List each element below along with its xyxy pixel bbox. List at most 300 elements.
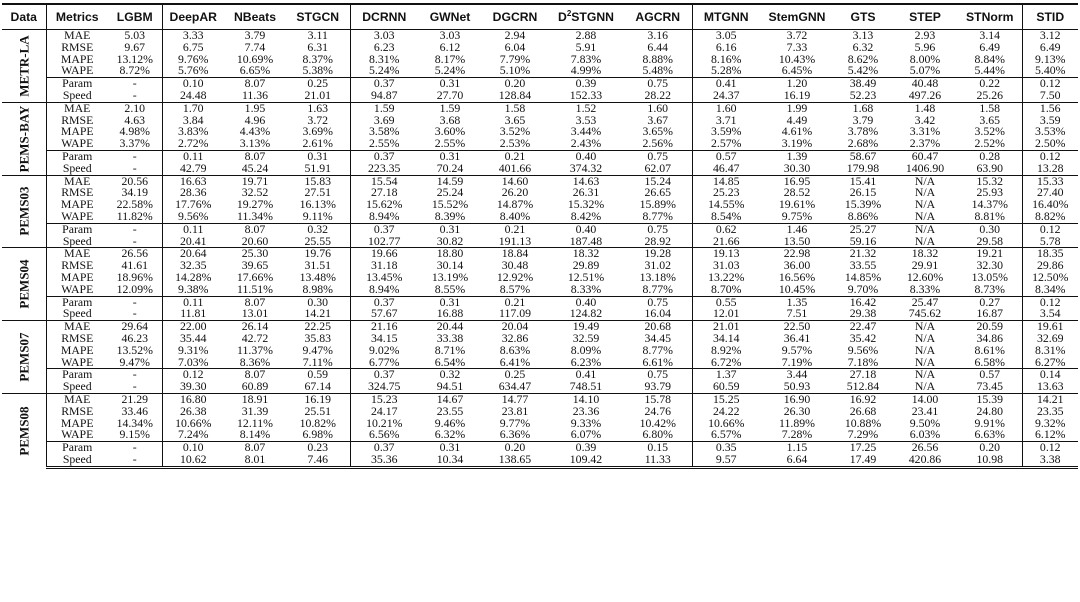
value-cell: 35.83 [286,333,350,345]
value-cell: 8.07 [224,78,286,90]
value-cell: 8.39% [434,208,466,223]
value-cell: 17.25 [834,442,892,454]
value-cell: 7.29% [847,427,879,442]
value-cell: 20.41 [179,233,207,248]
value-cell: 10.69% [236,51,274,66]
value-cell: 14.21 [1022,393,1078,405]
value-cell: 22.00 [162,321,224,333]
value-cell: 3.60% [434,124,466,139]
value-cell: 8.88% [624,54,692,66]
value-cell: 19.27% [236,197,274,212]
value-cell: 24.80 [958,406,1022,418]
value-cell: 5.07% [909,63,941,78]
value-cell: 6.12% [1035,427,1066,442]
value-cell: 16.90 [760,393,834,405]
value-cell: 1.58 [958,102,1022,114]
value-cell: 3.65 [504,112,526,127]
value-cell: 0.20 [958,442,1022,454]
value-cell: 8.40% [499,208,531,223]
value-cell: 1.37 [692,369,760,381]
value-cell: 3.12 [1039,28,1061,42]
value-cell: 25.93 [958,187,1022,199]
value-cell: 6.36% [499,427,531,442]
value-cell: 4.43% [239,124,271,139]
value-cell: 42.79 [179,160,207,175]
value-cell: 2.37% [909,136,941,151]
value-cell: 24.17 [370,403,398,418]
value-cell: 6.23% [570,354,602,369]
metric-label: MAE [46,321,108,333]
value-cell: 6.23 [373,39,395,54]
value-cell: 22.47 [834,321,892,333]
value-cell: 15.89% [624,199,692,211]
value-cell: 38.49 [834,78,892,90]
value-cell: 3.11 [286,30,350,42]
model-header-stgnn [548,4,624,30]
value-cell: 0.57 [692,150,760,162]
value-cell: 0.12 [1022,296,1078,308]
value-cell: 7.74 [244,39,266,54]
dataset-cell [2,102,46,175]
header-row [2,4,1078,30]
metric-label: Param [46,442,108,454]
value-cell: 62.07 [624,163,692,175]
value-cell: 35.44 [179,330,207,345]
metric-label: WAPE [61,63,94,78]
value-cell: 0.39 [548,442,624,454]
value-cell: 9.15% [108,429,162,441]
value-cell: 6.98% [286,429,350,441]
value-cell: 102.77 [368,233,401,248]
value-cell: 33.55 [849,258,877,273]
value-cell: 29.86 [1036,258,1064,273]
value-cell: 24.22 [712,403,740,418]
metric-label: Speed [62,306,92,321]
value-cell: 0.12 [1022,78,1078,90]
value-cell: 1.35 [760,296,834,308]
value-cell: 23.55 [436,403,464,418]
dataset-cell [2,248,46,321]
value-cell: 2.52% [958,138,1022,150]
value-cell: 7.03% [178,354,209,369]
value-cell: 2.56% [624,138,692,150]
value-cell: 3.68 [439,112,461,127]
value-cell: 152.33 [569,87,603,102]
value-cell: 20.64 [162,248,224,260]
value-cell: 8.55% [434,281,466,296]
value-cell: 32.86 [501,330,529,345]
value-cell: 8.70% [711,281,742,296]
value-cell: 1.59 [350,102,418,114]
value-cell: 1.60 [692,102,760,114]
value-cell: 0.30 [958,223,1022,235]
value-cell: 36.00 [783,258,811,273]
value-cell: 20.04 [482,321,548,333]
value-cell: 3.58% [369,124,400,139]
value-cell: 67.14 [286,381,350,393]
value-cell: 0.31 [418,442,482,454]
value-cell: 9.11% [286,211,350,223]
value-cell: 6.31 [286,42,350,54]
value-cell: 3.37% [108,138,162,150]
value-cell: 8.98% [286,284,350,296]
value-cell: 39.30 [179,379,207,394]
metric-label: MAE [46,248,108,260]
value-cell: 0.25 [286,78,350,90]
value-cell: 34.45 [624,333,692,345]
metric-label: MAPE [60,269,94,284]
metric-label: Param [46,296,108,308]
value-cell: 23.35 [1036,403,1064,418]
value-cell: 26.30 [783,403,811,418]
value-cell: 52.23 [849,87,877,102]
value-cell: N/A [914,354,936,369]
value-cell: 0.75 [624,78,692,90]
value-cell: 11.51% [237,281,273,296]
value-cell: 36.41 [783,330,811,345]
value-cell: 0.41 [548,369,624,381]
value-cell: 31.03 [712,258,740,273]
value-cell: 29.91 [911,258,939,273]
value-cell: 6.27% [1035,354,1066,369]
metric-label: MAE [46,175,108,187]
value-cell: 3.44% [570,124,602,139]
value-cell: 22.98 [760,248,834,260]
value-cell: 13.01 [241,306,269,321]
metric-label: Param [46,223,108,235]
value-cell: 58.67 [834,150,892,162]
value-cell: 8.77% [624,284,692,296]
value-cell: 21.01 [286,90,350,102]
value-cell: 32.69 [1036,330,1064,345]
value-cell: 8.07 [224,296,286,308]
value-cell: 1.63 [286,102,350,114]
value-cell: 3.79 [244,28,266,42]
value-cell: 27.70 [436,87,464,102]
value-cell: 0.25 [482,369,548,381]
value-cell: 324.75 [368,379,401,394]
value-cell: 3.52% [958,126,1022,138]
dataset-cell [2,393,46,467]
value-cell: 6.32 [852,39,874,54]
value-cell: 6.44 [624,42,692,54]
value-cell: 27.51 [286,187,350,199]
value-cell: 8.57% [499,281,531,296]
value-cell: 3.72 [286,115,350,127]
value-cell: 0.31 [418,223,482,235]
value-cell: 2.43% [570,136,602,151]
value-cell: 5.48% [624,65,692,77]
value-cell: 3.52% [499,124,531,139]
value-cell: 8.61% [958,345,1022,357]
value-cell: 35.42 [849,330,877,345]
value-cell: 8.07 [224,223,286,235]
value-cell: 109.42 [548,454,624,467]
value-cell: 25.23 [712,185,740,200]
value-cell: 19.61 [1022,321,1078,333]
value-cell: N/A [914,342,936,357]
value-cell: 9.76% [178,51,209,66]
value-cell: 16.42 [834,296,892,308]
value-cell: 25.30 [224,248,286,260]
value-cell: 8.33% [570,281,602,296]
value-cell: 34.19 [108,187,162,199]
value-cell: 18.84 [482,248,548,260]
value-cell: 14.21 [286,308,350,320]
value-cell: 3.69 [373,112,395,127]
value-cell: 4.63 [108,115,162,127]
value-cell: 14.60 [482,175,548,187]
value-cell: 9.77% [499,415,531,430]
value-cell: 3.13 [852,28,874,42]
value-cell: 26.56 [108,248,162,260]
value-cell: 0.32 [418,369,482,381]
value-cell: 12.09% [108,284,162,296]
value-cell: 0.35 [692,442,760,454]
value-cell: 8.71% [434,342,466,357]
value-cell: - [108,369,162,381]
value-cell: 128.84 [498,87,532,102]
value-cell: 30.30 [783,160,811,175]
value-cell: - [108,454,162,467]
value-cell: 6.12 [439,39,461,54]
value-cell: 6.45% [781,63,813,78]
value-cell: 0.21 [482,296,548,308]
value-cell: 10.42% [624,418,692,430]
dataset-label: PEMS03 [16,186,32,237]
value-cell: 6.57% [711,427,742,442]
value-cell: - [108,308,162,320]
value-cell: 5.91 [575,39,597,54]
value-cell: 14.55% [708,197,745,212]
value-cell: 9.46% [434,415,466,430]
value-cell: 15.52% [431,197,469,212]
value-cell: 8.01 [224,454,286,467]
model-name-superscript: 2 [566,8,572,18]
value-cell: 14.63 [548,175,624,187]
value-cell: 7.19% [781,354,813,369]
value-cell: 0.22 [958,78,1022,90]
value-cell: 12.51% [567,269,605,284]
value-cell: 15.78 [624,393,692,405]
value-cell: 14.37% [958,199,1022,211]
value-cell: 29.89 [572,258,600,273]
value-cell: 16.13% [286,199,350,211]
value-cell: 18.32 [892,248,958,260]
value-cell: 0.15 [624,442,692,454]
value-cell: 3.59% [711,124,742,139]
value-cell: 3.59 [1039,112,1061,127]
metric-label: RMSE [61,112,94,127]
value-cell: 18.80 [418,248,482,260]
value-cell: 13.52% [108,345,162,357]
value-cell: 19.66 [350,248,418,260]
value-cell: 51.91 [286,163,350,175]
value-cell: 16.92 [834,393,892,405]
value-cell: 10.34 [418,454,482,467]
value-cell: 14.87% [496,197,534,212]
value-cell: 8.07 [224,150,286,162]
value-cell: 24.37 [712,87,740,102]
value-cell: 5.24% [434,63,466,78]
value-cell: 22.58% [108,199,162,211]
value-cell: 15.23 [350,393,418,405]
value-cell: - [108,223,162,235]
value-cell: 16.04 [624,308,692,320]
value-cell: 3.14 [958,30,1022,42]
value-cell: 21.66 [712,233,740,248]
value-cell: 27.40 [1036,185,1064,200]
value-cell: - [108,150,162,162]
value-cell: 20.60 [241,233,269,248]
value-cell: 18.32 [548,248,624,260]
value-cell: 2.53% [499,136,531,151]
value-cell: 26.65 [624,187,692,199]
value-cell: 3.65% [624,126,692,138]
value-cell: 7.79% [499,51,531,66]
value-cell: 3.79 [852,112,874,127]
value-cell: 30.14 [436,258,464,273]
value-cell: 11.81 [180,306,207,321]
metric-label: Param [46,78,108,90]
value-cell: 31.18 [370,258,398,273]
value-cell: 11.33 [624,454,692,467]
metric-label: RMSE [61,185,94,200]
model-header-mtgnn: MTGNN [692,4,760,30]
dataset-cell [2,175,46,248]
value-cell: 3.65 [958,115,1022,127]
value-cell: 223.35 [368,160,401,175]
value-cell: 6.80% [624,429,692,441]
value-cell: 8.42% [570,208,602,223]
value-cell: 2.10 [108,102,162,114]
value-cell: 1406.90 [905,160,945,175]
model-header-step: STEP [892,4,958,30]
value-cell: 0.75 [624,223,692,235]
value-cell: 401.66 [498,160,532,175]
value-cell: 0.62 [692,223,760,235]
value-cell: 1.56 [1022,102,1078,114]
value-cell: 10.66% [708,415,745,430]
value-cell: 16.19 [286,393,350,405]
value-cell: 2.61% [286,138,350,150]
value-cell: 15.39% [844,197,882,212]
value-cell: 1.58 [482,102,548,114]
value-cell: 3.44 [760,369,834,381]
value-cell: 60.47 [892,150,958,162]
model-header-agcrn: AGCRN [624,4,692,30]
value-cell: 45.24 [241,160,269,175]
value-cell: 10.21% [366,415,403,430]
value-cell: 1.70 [162,102,224,114]
value-cell: 94.51 [436,379,464,394]
model-header-stgcn: STGCN [286,4,350,30]
value-cell: 9.47% [108,357,162,369]
value-cell: 6.49 [1039,39,1061,54]
value-cell: 5.44% [958,65,1022,77]
value-cell: 16.95 [760,175,834,187]
value-cell: 8.36% [239,354,271,369]
value-cell: 3.05 [715,28,737,42]
value-cell: 22.50 [760,321,834,333]
value-cell: N/A [892,321,958,333]
value-cell: 32.59 [572,330,600,345]
value-cell: 63.90 [958,163,1022,175]
value-cell: 9.02% [369,342,400,357]
value-cell: 0.40 [548,223,624,235]
value-cell: 6.32% [434,427,466,442]
value-cell: 6.63% [958,429,1022,441]
value-cell: 6.54% [434,354,466,369]
value-cell: - [108,236,162,248]
value-cell: 19.76 [286,248,350,260]
value-cell: 8.16% [711,51,742,66]
value-cell: 14.67 [418,393,482,405]
value-cell: 11.82% [108,211,162,223]
value-cell: 32.30 [958,260,1022,272]
value-cell: 19.71 [224,175,286,187]
value-cell: 6.58% [958,357,1022,369]
value-cell: 7.18% [847,354,879,369]
value-cell: 34.86 [958,333,1022,345]
table-row [2,454,1078,467]
value-cell: 9.13% [1035,51,1066,66]
value-cell: 7.83% [570,51,602,66]
value-cell: 4.61% [781,124,813,139]
value-cell: 31.02 [624,260,692,272]
value-cell: 32.35 [179,258,207,273]
model-name: STGNN [571,9,614,24]
value-cell: 11.89% [779,415,815,430]
value-cell: 3.03 [439,28,461,42]
value-cell: 3.19% [781,136,813,151]
value-cell: 12.11% [237,415,273,430]
value-cell: 0.14 [1022,369,1078,381]
value-cell: 19.28 [624,248,692,260]
value-cell: 1.46 [760,223,834,235]
value-cell: 374.32 [569,160,603,175]
value-cell: 34.15 [370,330,398,345]
value-cell: 73.45 [958,381,1022,393]
value-cell: 28.36 [179,185,207,200]
value-cell: 0.20 [482,442,548,454]
value-cell: 11.36 [241,87,269,102]
value-cell: 13.45% [366,269,403,284]
value-cell: 1.52 [548,102,624,114]
value-cell: 179.98 [846,160,880,175]
value-cell: 20.56 [108,175,162,187]
value-cell: 1.20 [760,78,834,90]
value-cell: 8.62% [847,51,879,66]
value-cell: 6.07% [570,427,602,442]
value-cell: 9.75% [781,208,813,223]
value-cell: 6.56% [369,427,400,442]
value-cell: 8.37% [286,54,350,66]
value-cell: 0.37 [350,150,418,162]
metric-label: MAPE [60,415,94,430]
value-cell: 19.61% [778,197,816,212]
value-cell: 4.98% [108,126,162,138]
value-cell: 0.59 [286,369,350,381]
value-cell: 6.75 [182,39,204,54]
value-cell: 2.93 [914,28,936,42]
value-cell: 3.03 [373,28,395,42]
value-cell: 8.72% [108,65,162,77]
value-cell: 3.31% [909,124,941,139]
value-cell: 40.48 [892,78,958,90]
value-cell: 25.24 [436,185,464,200]
value-cell: 19.49 [548,321,624,333]
